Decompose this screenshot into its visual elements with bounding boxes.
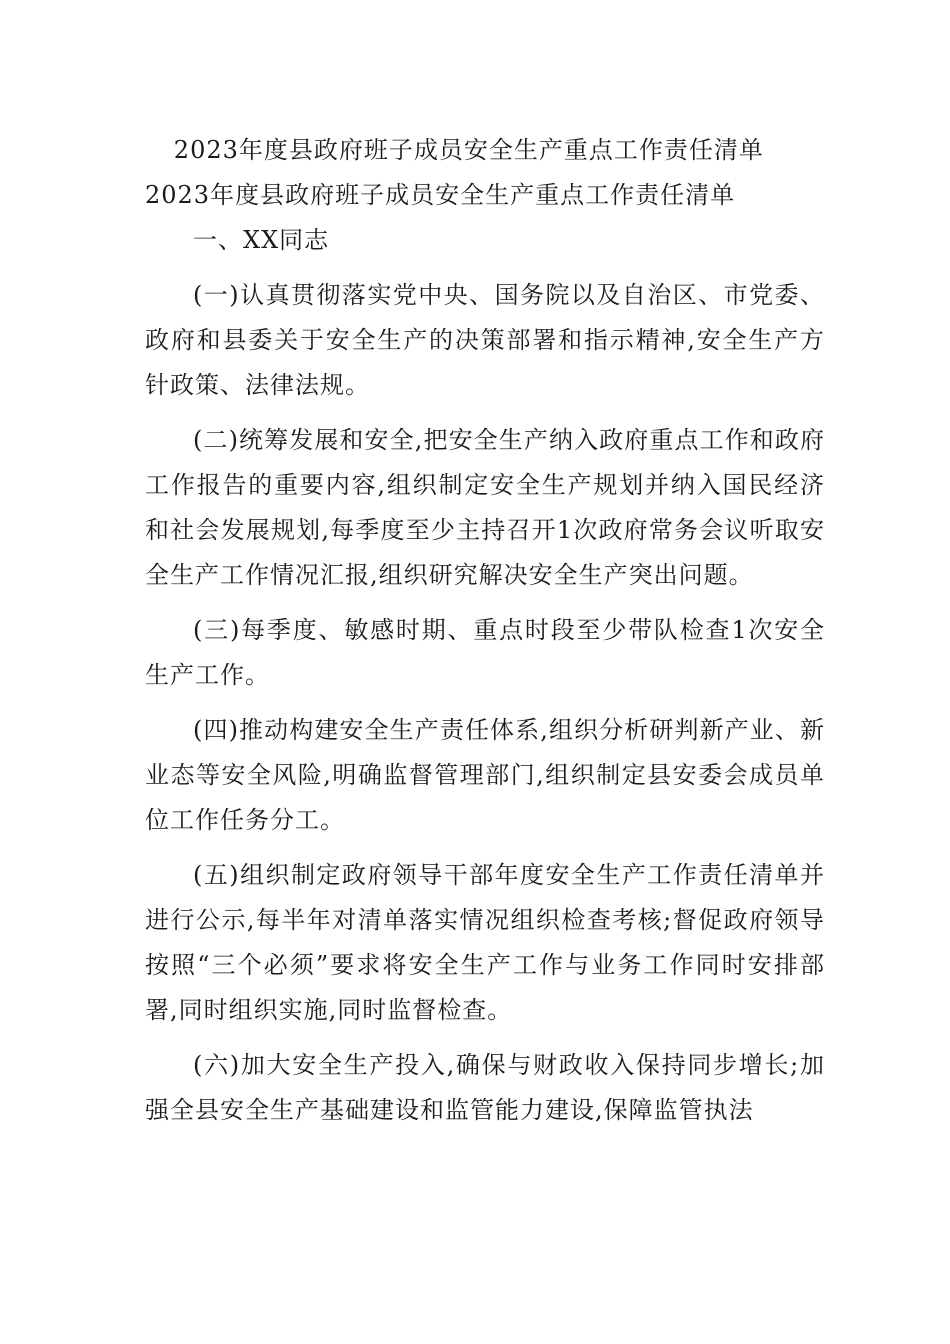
paragraph-item-6: (六)加大安全生产投入,确保与财政收入保持同步增长;加强全县安全生产基础建设和监管能力建设,保障监管执法 — [145, 1051, 825, 1124]
document-body — [145, 128, 825, 1143]
document-title: 2023年度县政府班子成员安全生产重点工作责任清单 — [173, 136, 764, 164]
paragraph-item-3: (三)每季度、敏感时期、重点时段至少带队检查1次安全生产工作。 — [145, 616, 825, 689]
paragraph-item-4: (四)推动构建安全生产责任体系,组织分析研判新产业、新业态等安全风险,明确监督管理部门,组织制定县安委会成员单位工作任务分工。 — [145, 716, 825, 834]
paragraph-item-5: (五)组织制定政府领导干部年度安全生产工作责任清单并进行公示,每半年对清单落实情况组织检查考核;督促政府领导按照“三个必须”要求将安全生产工作与业务工作同时安排部署,同时组织实施,同时监督检查。 — [145, 861, 825, 1024]
document-subtitle: 2023年度县政府班子成员安全生产重点工作责任清单 — [145, 181, 736, 209]
paragraph-item-2: (二)统筹发展和安全,把安全生产纳入政府重点工作和政府工作报告的重要内容,组织制定安全生产规划并纳入国民经济和社会发展规划,每季度至少主持召开1次政府常务会议听取安全生产工作情况汇报,组织研究解决安全生产突出问题。 — [145, 426, 825, 589]
paragraph-item-1: (一)认真贯彻落实党中央、国务院以及自治区、市党委、政府和县委关于安全生产的决策部署和指示精神,安全生产方针政策、法律法规。 — [145, 281, 825, 399]
section-heading: 一、XX同志 — [193, 226, 330, 254]
